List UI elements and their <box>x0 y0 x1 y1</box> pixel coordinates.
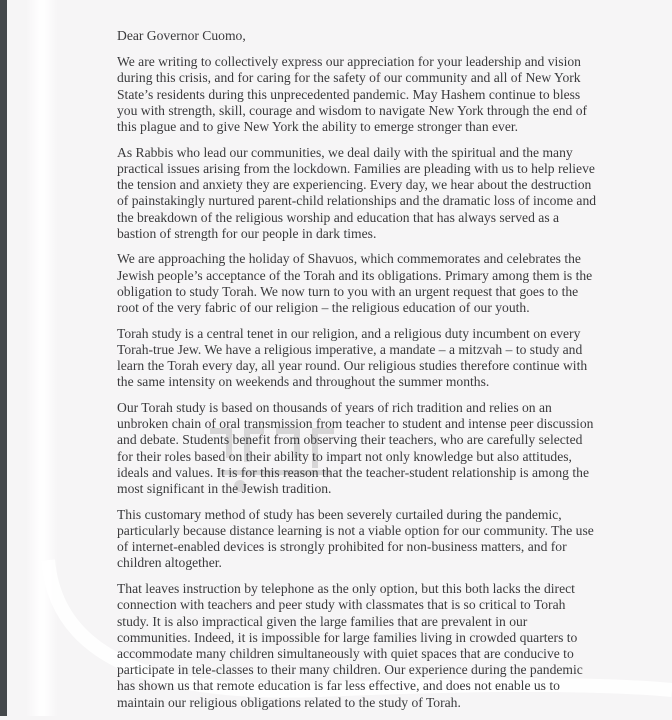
paragraph-torah-study-tenet: Torah study is a central tenet in our religion, and a religious duty incumbent on every Torah-true Jew. We have a religious imperative, a mandate – a mitzvah – to study and learn the Torah every day, all year round. Our religious studies therefore continue with the same intensity on weekends and throughout the summer months. <box>117 325 588 390</box>
paragraph-distance-learning: This customary method of study has been severely curtailed during the pandemic, particularly because distance learning is not a viable option for our community. The use of internet-enabled devices is strongly prohibited for non-business matters, and for children altogether. <box>117 506 594 571</box>
letter-salutation: Dear Governor Cuomo, <box>117 28 246 43</box>
paragraph-appreciation: We are writing to collectively express our appreciation for your leadership and vision during this crisis, and for caring for the safety of our community and all of New York State’s residents during this unprecedented pandemic. May Hashem continue to bless you with strength, skill, courage and wisdom to navigate New York through the end of this plague and to give New York the ability to emerge stronger than ever. <box>117 54 588 135</box>
letter-body <box>117 28 597 720</box>
paragraph-rabbis-lockdown: As Rabbis who lead our communities, we deal daily with the spiritual and the many practical issues arising from the lockdown. Families are pleading with us to help relieve the tension and anxiety they are experiencing. Every day, we hear about the destruction of painstakingly nurtured parent-child relationships and the dramatic loss of income and the breakdown of the religious worship and education that has always served as a bastion of strength for our people in dark times. <box>117 144 597 241</box>
paragraph-oral-tradition: Our Torah study is based on thousands of years of rich tradition and relies on an unbroken chain of oral transmission from teacher to student and intense peer discussion and debate. Students benefit from observing their teachers, who are carefully selected for their roles based on their ability to impart not only knowledge but also attitudes, ideals and values. It is for this reason that the teacher-student relationship is among the most significant in the Jewish tradition. <box>117 400 594 497</box>
paragraph-shavuos: We are approaching the holiday of Shavuos, which commemorates and celebrates the Jewish people’s acceptance of the Torah and its obligations. Primary among them is the obligation to study Torah. We now turn to you with an urgent request that goes to the root of the very fabric of our religion – the religious education of our youth. <box>117 251 593 316</box>
paragraph-telephone-instruction: That leaves instruction by telephone as the only option, but this both lacks the direct connection with teachers and peer study with classmates that is so critical to Torah study. It is also impractical given the large families that are prevalent in our communities. Indeed, it is impossible for large families living in crowded quarters to accommodate many children simultaneously with quiet spaces that are conducive to participate in tele-classes to their many children. Our experience during the pandemic has shown us that remote education is far less effective, and does not enable us to maintain our religious obligations related to the study of Torah. <box>117 581 583 710</box>
